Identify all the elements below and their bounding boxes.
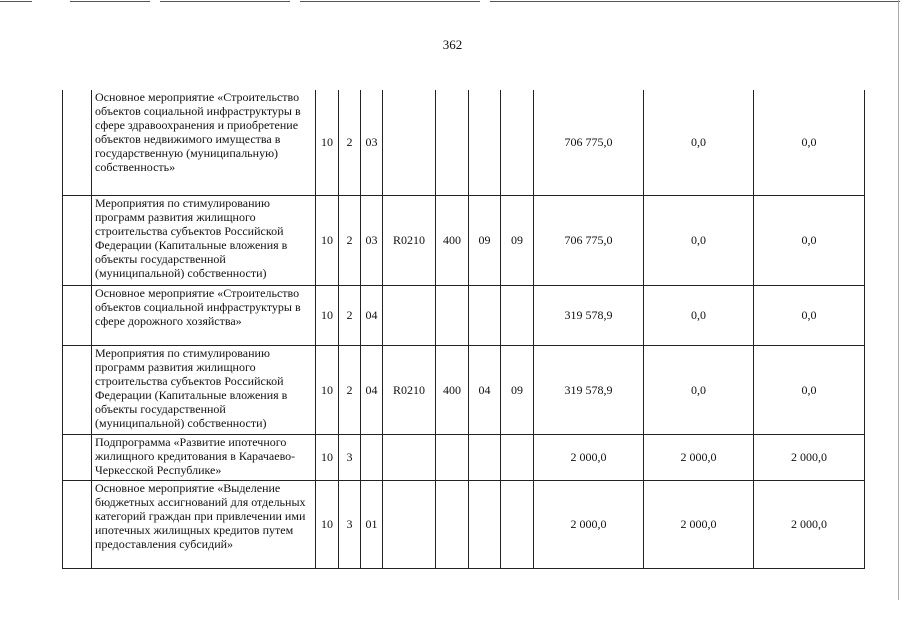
amount-cell: 319 578,9 xyxy=(534,285,644,345)
code-cell xyxy=(469,90,501,195)
code-cell xyxy=(436,90,469,195)
code-cell xyxy=(383,480,436,568)
code-cell: 03 xyxy=(361,90,383,195)
row-name: Подпрограмма «Развитие ипотечного жилищного кредитования в Карачаево-Черкесской Республике» xyxy=(92,434,316,480)
code-cell xyxy=(501,90,534,195)
table-row xyxy=(63,480,865,568)
code-cell: R0210 xyxy=(383,195,436,285)
code-cell: 03 xyxy=(361,195,383,285)
empty-cell xyxy=(63,285,92,345)
amount-cell: 2 000,0 xyxy=(534,480,644,568)
code-cell: 2 xyxy=(339,285,361,345)
code-cell xyxy=(469,434,501,480)
amount-cell: 706 775,0 xyxy=(534,90,644,195)
top-rule-segment xyxy=(0,1,32,2)
code-cell xyxy=(436,480,469,568)
code-cell: 2 xyxy=(339,90,361,195)
code-cell: 04 xyxy=(469,345,501,434)
code-cell: 2 xyxy=(339,195,361,285)
code-cell xyxy=(383,285,436,345)
code-cell: 10 xyxy=(316,195,339,285)
code-cell: 10 xyxy=(316,90,339,195)
empty-cell xyxy=(63,195,92,285)
amount-cell: 0,0 xyxy=(644,285,754,345)
top-rule-segment xyxy=(160,1,290,2)
code-cell xyxy=(383,90,436,195)
amount-cell: 2 000,0 xyxy=(644,434,754,480)
amount-cell: 2 000,0 xyxy=(754,434,865,480)
amount-cell: 706 775,0 xyxy=(534,195,644,285)
empty-cell xyxy=(63,345,92,434)
empty-cell xyxy=(63,90,92,195)
amount-cell: 0,0 xyxy=(754,345,865,434)
row-name: Основное мероприятие «Выделение бюджетных ассигнований для отдельных категорий граждан при привлечении ими ипотечных жилищных кредитов путем предоставления субсидий» xyxy=(92,480,316,568)
table-row xyxy=(63,345,865,434)
amount-cell: 0,0 xyxy=(644,90,754,195)
row-name: Основное мероприятие «Строительство объектов социальной инфраструктуры в сфере дорожного хозяйства» xyxy=(92,285,316,345)
code-cell: 400 xyxy=(436,195,469,285)
top-rule-segment xyxy=(300,1,480,2)
amount-cell: 0,0 xyxy=(644,345,754,434)
code-cell xyxy=(501,480,534,568)
code-cell: 2 xyxy=(339,345,361,434)
code-cell: 09 xyxy=(501,345,534,434)
code-cell: 10 xyxy=(316,285,339,345)
code-cell xyxy=(501,285,534,345)
code-cell: 04 xyxy=(361,285,383,345)
amount-cell: 0,0 xyxy=(754,90,865,195)
code-cell: 09 xyxy=(469,195,501,285)
table-row xyxy=(63,195,865,285)
amount-cell: 0,0 xyxy=(754,195,865,285)
budget-table xyxy=(62,90,865,569)
right-margin-line xyxy=(898,0,899,600)
top-rule-segment xyxy=(490,1,900,2)
table-row xyxy=(63,434,865,480)
code-cell: 400 xyxy=(436,345,469,434)
amount-cell: 2 000,0 xyxy=(754,480,865,568)
row-name: Основное мероприятие «Строительство объектов социальной инфраструктуры в сфере здравоохранения и приобретение объектов недвижимого имущества в государственную (муниципальную) собственность» xyxy=(92,90,316,195)
amount-cell: 319 578,9 xyxy=(534,345,644,434)
code-cell xyxy=(436,285,469,345)
table-row xyxy=(63,90,865,195)
page-number: 362 xyxy=(442,37,463,52)
code-cell: 09 xyxy=(501,195,534,285)
row-name: Мероприятия по стимулированию программ развития жилищного строительства субъектов Российской Федерации (Капитальные вложения в объекты государственной (муниципальной) собственности) xyxy=(92,195,316,285)
amount-cell: 2 000,0 xyxy=(644,480,754,568)
code-cell xyxy=(469,480,501,568)
code-cell xyxy=(436,434,469,480)
amount-cell: 0,0 xyxy=(644,195,754,285)
code-cell: 10 xyxy=(316,434,339,480)
code-cell: 10 xyxy=(316,345,339,434)
table-row xyxy=(63,285,865,345)
amount-cell: 2 000,0 xyxy=(534,434,644,480)
code-cell: 3 xyxy=(339,480,361,568)
code-cell xyxy=(383,434,436,480)
code-cell xyxy=(501,434,534,480)
row-name: Мероприятия по стимулированию программ развития жилищного строительства субъектов Российской Федерации (Капитальные вложения в объекты государственной (муниципальной) собственности) xyxy=(92,345,316,434)
empty-cell xyxy=(63,480,92,568)
code-cell: 01 xyxy=(361,480,383,568)
code-cell: 3 xyxy=(339,434,361,480)
amount-cell: 0,0 xyxy=(754,285,865,345)
code-cell: 10 xyxy=(316,480,339,568)
code-cell: R0210 xyxy=(383,345,436,434)
empty-cell xyxy=(63,434,92,480)
code-cell xyxy=(361,434,383,480)
code-cell xyxy=(469,285,501,345)
top-rule-segment xyxy=(70,1,150,2)
code-cell: 04 xyxy=(361,345,383,434)
